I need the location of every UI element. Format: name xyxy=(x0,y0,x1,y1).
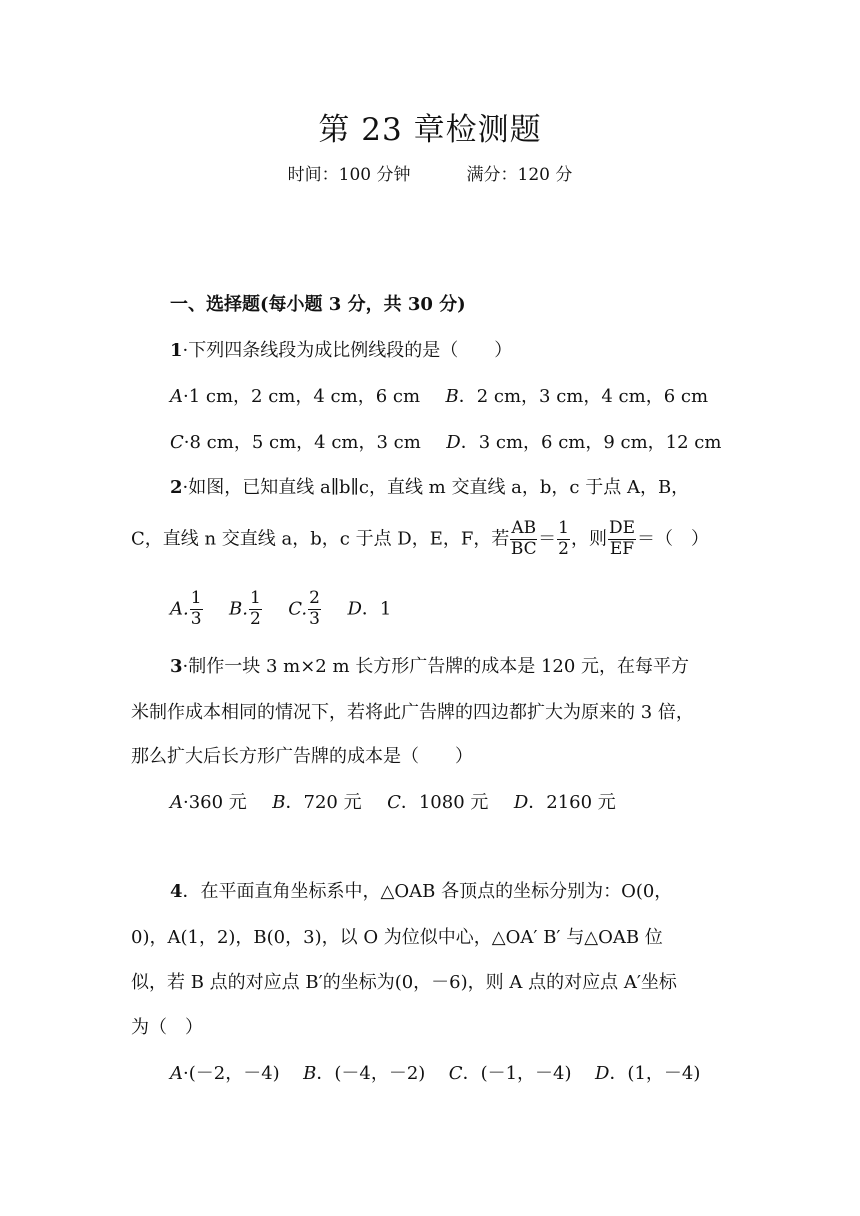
option-b-letter: B. xyxy=(229,598,248,620)
question-text: ·如图，已知直线 a∥b∥c，直线 m 交直线 a，b，c 于点 A，B， xyxy=(182,477,690,498)
option-a-fraction xyxy=(190,590,203,629)
question-text: ，则 xyxy=(570,528,607,550)
question-4-line-3: 似，若 B 点的对应点 B′的坐标为(0，－6)，则 A 点的对应点 A′坐标 xyxy=(131,972,677,993)
option-a-letter: A xyxy=(170,792,183,813)
question-2-line-1 xyxy=(170,479,689,497)
question-number: 4 xyxy=(170,881,183,902)
option-a-letter: A. xyxy=(170,598,189,620)
question-3-options xyxy=(170,794,616,812)
question-1-options-ab xyxy=(170,388,708,406)
option-c-text: ．(－1，－4) xyxy=(462,1063,572,1084)
fraction-numerator: 1 xyxy=(190,588,202,608)
time-limit: 时间：100 分钟 xyxy=(287,165,411,185)
fraction-numerator: DE xyxy=(608,518,636,538)
fraction-one-half xyxy=(557,520,570,559)
option-a-text: ·(－2，－4) xyxy=(183,1063,280,1084)
question-3-line-3: 那么扩大后长方形广告牌的成本是（ ） xyxy=(131,746,473,767)
option-c-text: ·8 cm，5 cm，4 cm，3 cm xyxy=(183,432,421,453)
option-c-text: ．1080 元 xyxy=(400,792,489,813)
fraction-denominator: 2 xyxy=(249,608,261,629)
question-text: ·制作一块 3 m×2 m 长方形广告牌的成本是 120 元，在每平方 xyxy=(182,656,690,677)
option-a-letter: A xyxy=(170,1063,183,1084)
page-title: 第 23 章检测题 xyxy=(318,112,542,148)
option-d-text: ．1 xyxy=(361,598,392,620)
fraction-denominator: 3 xyxy=(190,608,202,629)
fraction-denominator: EF xyxy=(609,538,635,559)
question-4-line-4: 为（ ） xyxy=(131,1017,203,1038)
question-1-options-cd xyxy=(170,434,721,452)
fraction-de-ef xyxy=(608,520,636,559)
question-text: ·下列四条线段为成比例线段的是（ ） xyxy=(182,340,513,361)
fraction-numerator: 1 xyxy=(249,588,261,608)
question-text: C，直线 n 交直线 a，b，c 于点 D，E，F，若 xyxy=(131,528,510,550)
option-d-text: ．(1，－4) xyxy=(609,1063,701,1084)
question-1-stem xyxy=(170,342,512,360)
option-b-letter: B xyxy=(303,1063,317,1084)
option-d-letter: D xyxy=(595,1063,610,1084)
fraction-denominator: BC xyxy=(510,538,537,559)
fraction-ab-bc xyxy=(510,520,537,559)
equals-sign: ＝ xyxy=(538,528,557,550)
option-d-letter: D xyxy=(513,792,529,813)
option-d-letter: D xyxy=(347,598,362,620)
question-4-options xyxy=(170,1065,700,1083)
question-text: ．在平面直角坐标系中，△OAB 各顶点的坐标分别为：O(0， xyxy=(182,881,673,902)
option-d-text: ．2160 元 xyxy=(528,792,616,813)
option-b-text: ．(－4，－2) xyxy=(316,1063,426,1084)
option-b-letter: B xyxy=(445,386,459,407)
question-4-line-2: 0)，A(1，2)，B(0，3)，以 O 为位似中心，△OA′ B′ 与△OAB 位 xyxy=(131,927,663,948)
option-c-letter: C xyxy=(387,792,401,813)
option-b-fraction xyxy=(249,590,262,629)
question-text: ＝（ ） xyxy=(637,528,710,550)
option-a-letter: A xyxy=(170,386,183,407)
option-b-letter: B xyxy=(272,792,286,813)
question-number: 2 xyxy=(170,477,183,498)
option-c-letter: C. xyxy=(288,598,308,620)
full-score: 满分：120 分 xyxy=(466,165,573,185)
option-b-text: ．720 元 xyxy=(285,792,362,813)
option-c-letter: C xyxy=(448,1063,463,1084)
option-d-letter: D xyxy=(446,432,461,453)
option-c-fraction xyxy=(308,590,321,629)
option-d-text: ．3 cm，6 cm，9 cm，12 cm xyxy=(460,432,722,453)
fraction-denominator: 2 xyxy=(558,538,569,559)
section-heading: 一、选择题(每小题 3 分，共 30 分) xyxy=(170,294,466,315)
question-2-line-2 xyxy=(131,520,709,559)
fraction-numerator: 2 xyxy=(309,588,320,608)
exam-info xyxy=(0,160,860,185)
option-c-letter: C xyxy=(170,432,184,453)
fraction-numerator: 1 xyxy=(558,518,569,538)
question-number: 1 xyxy=(170,340,183,361)
option-a-text: ·360 元 xyxy=(183,792,247,813)
question-2-options xyxy=(170,590,391,629)
fraction-numerator: AB xyxy=(511,518,537,538)
option-a-text: ·1 cm，2 cm，4 cm，6 cm xyxy=(183,386,421,407)
fraction-denominator: 3 xyxy=(309,608,320,629)
question-number: 3 xyxy=(170,656,183,677)
question-3-line-1 xyxy=(170,658,689,676)
option-b-text: ．2 cm，3 cm，4 cm，6 cm xyxy=(458,386,709,407)
question-3-line-2: 米制作成本相同的情况下，若将此广告牌的四边都扩大为原来的 3 倍， xyxy=(131,702,694,723)
question-4-line-1 xyxy=(170,883,672,901)
